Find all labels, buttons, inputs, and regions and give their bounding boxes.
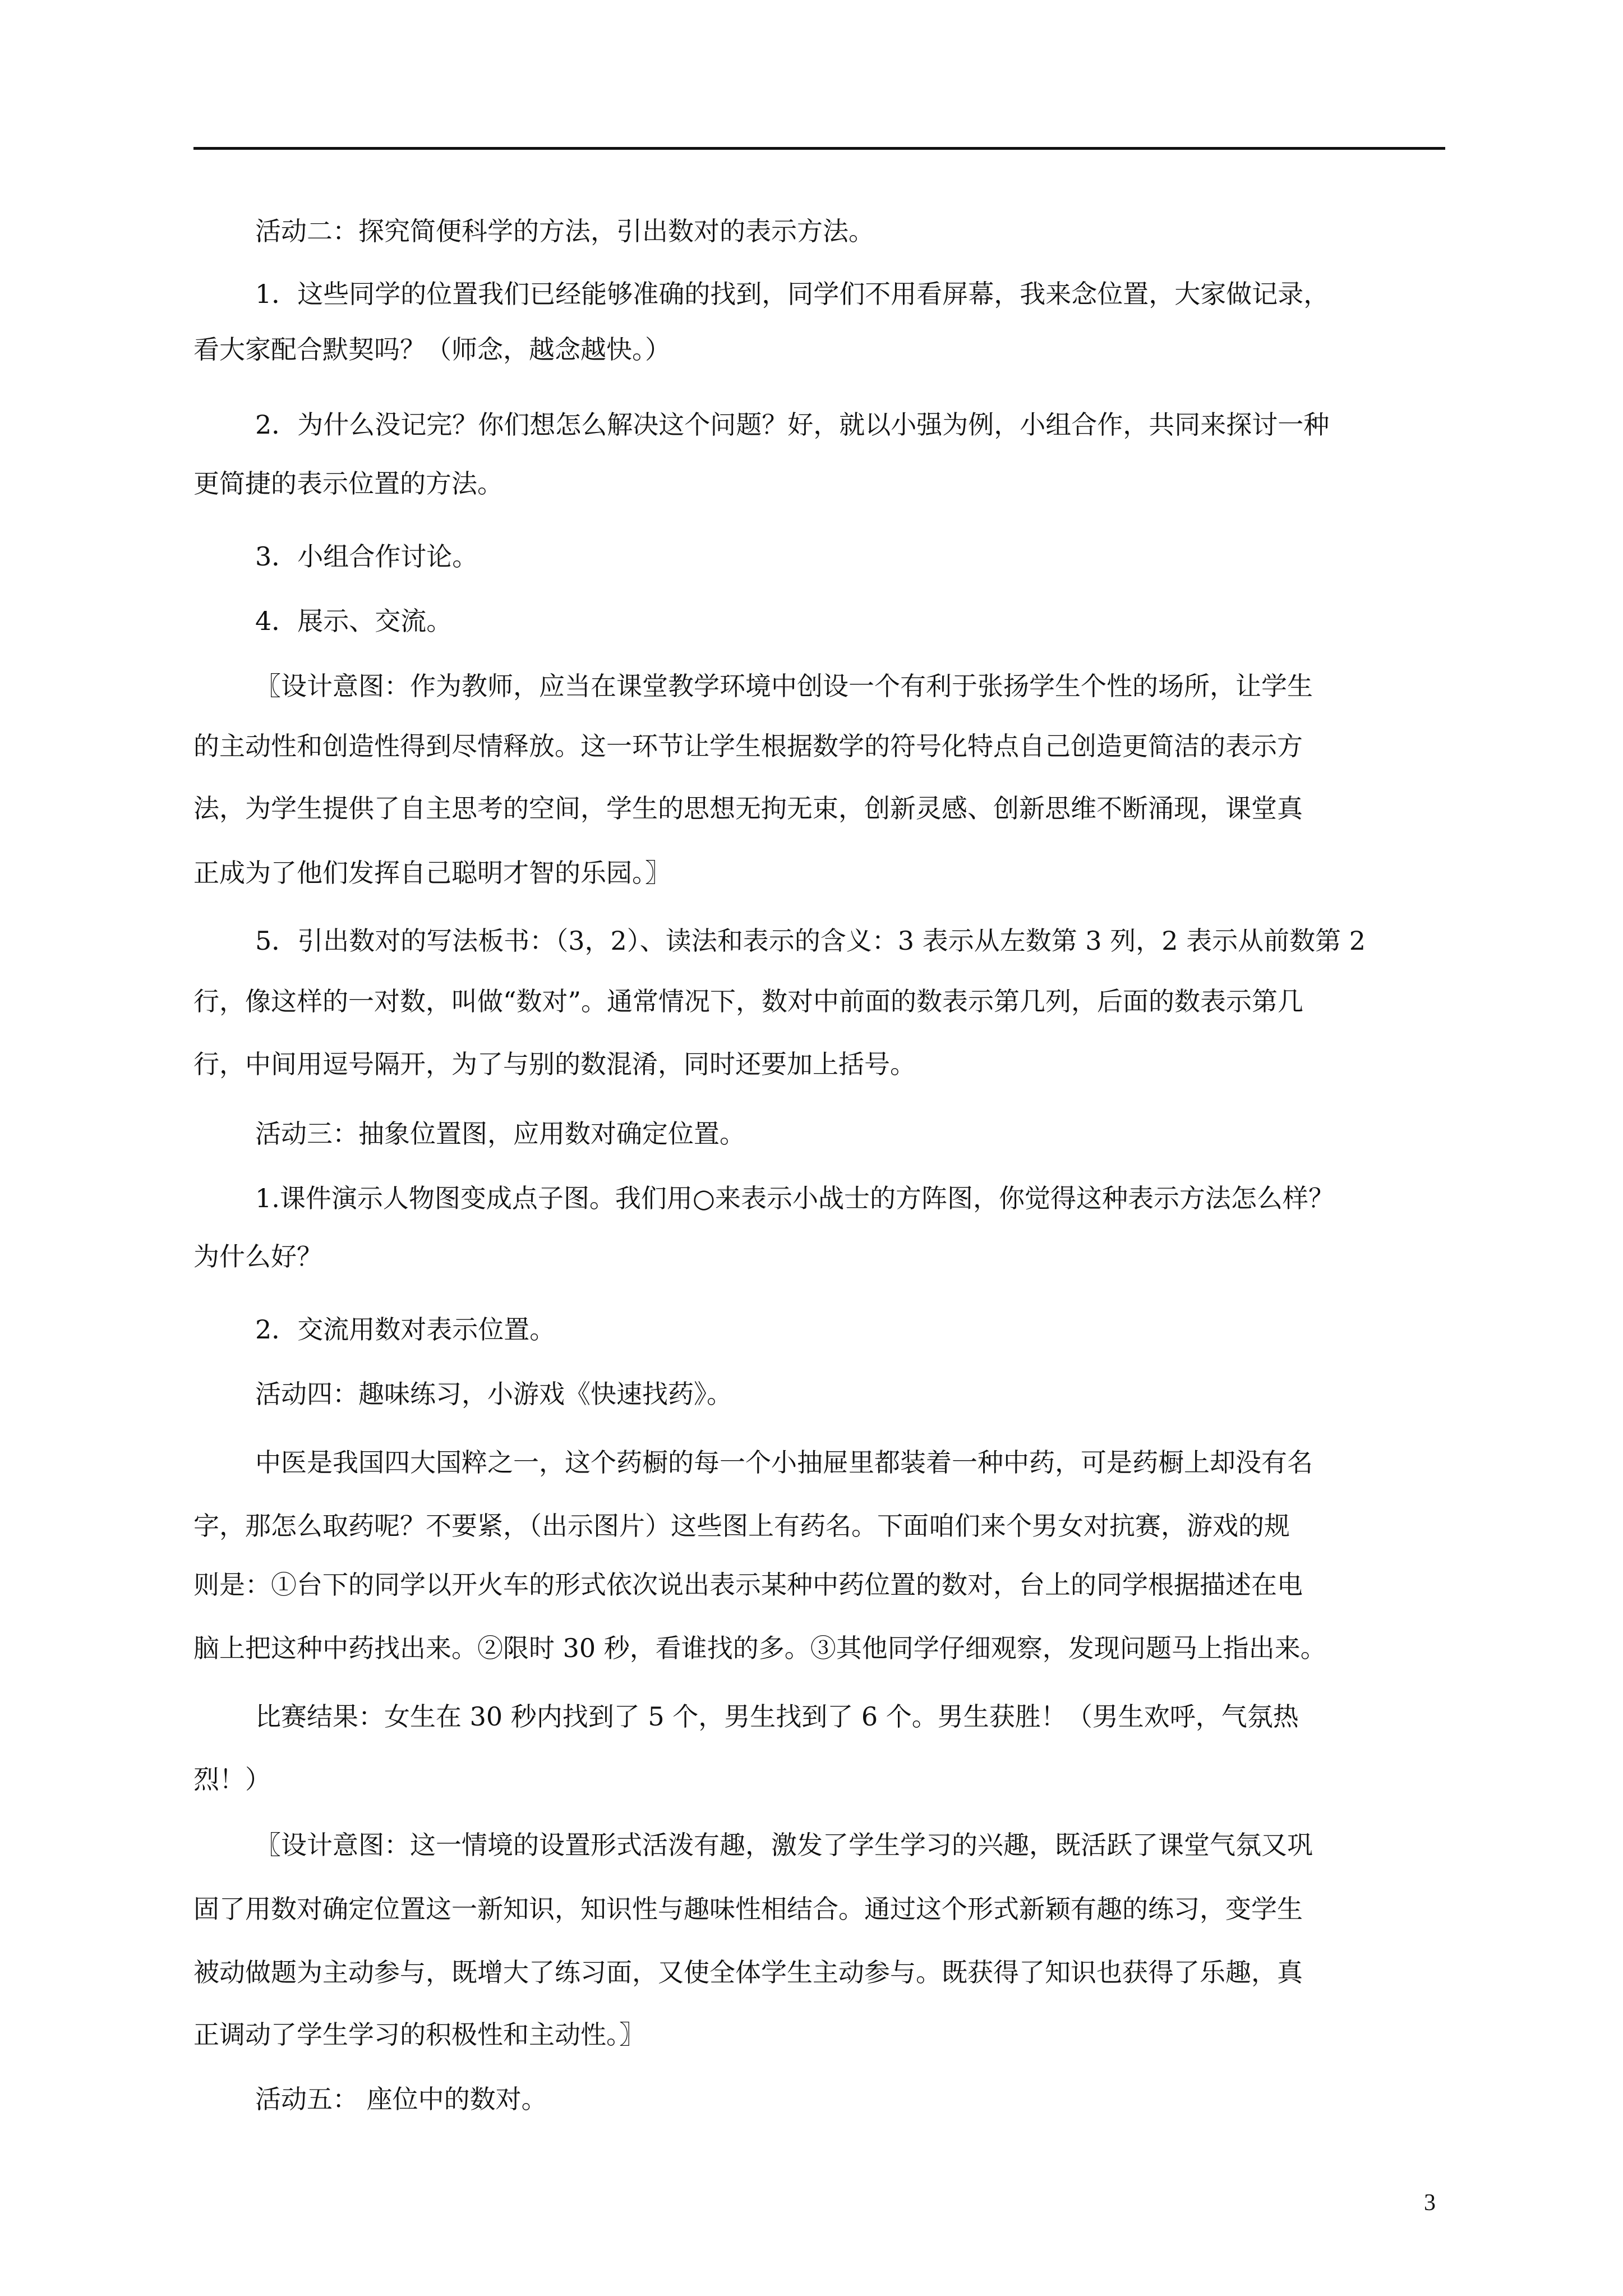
text-line: 活动二：探究简便科学的方法，引出数对的表示方法。 — [255, 216, 874, 246]
text-line: 法，为学生提供了自主思考的空间，学生的思想无拘无束，创新灵感、创新思维不断涌现，课堂真 — [193, 793, 1303, 823]
text-line: 1.课件演示人物图变成点子图。我们用○来表示小战士的方阵图，你觉得这种表示方法怎么样？ — [255, 1183, 1335, 1213]
text-line: 正成为了他们发挥自己聪明才智的乐园。〗 — [193, 858, 671, 888]
text-line: 2．为什么没记完？你们想怎么解决这个问题？好，就以小强为例，小组合作，共同来探讨一种 — [255, 409, 1330, 440]
text-line: 的主动性和创造性得到尽情释放。这一环节让学生根据数学的符号化特点自己创造更简洁的表示方 — [193, 731, 1303, 761]
text-line: 活动五： 座位中的数对。 — [255, 2084, 547, 2114]
text-line: 〖设计意图：这一情境的设置形式活泼有趣，激发了学生学习的兴趣，既活跃了课堂气氛又巩 — [255, 1830, 1313, 1860]
text-line: 4．展示、交流。 — [255, 606, 453, 636]
text-line: 中医是我国四大国粹之一，这个药橱的每一个小抽屉里都装着一种中药，可是药橱上却没有名 — [255, 1447, 1313, 1478]
text-line: 固了用数对确定位置这一新知识，知识性与趣味性相结合。通过这个形式新颖有趣的练习，变学生 — [193, 1894, 1303, 1924]
page-number: 3 — [1424, 2190, 1436, 2216]
text-line: 2．交流用数对表示位置。 — [255, 1314, 556, 1345]
text-line: 被动做题为主动参与，既增大了练习面，又使全体学生主动参与。既获得了知识也获得了乐趣，真 — [193, 1957, 1303, 1987]
text-line: 正调动了学生学习的积极性和主动性。〗 — [193, 2019, 645, 2050]
text-line: 则是：①台下的同学以开火车的形式依次说出表示某种中药位置的数对，台上的同学根据描述在电 — [193, 1570, 1303, 1600]
text-line: 为什么好？ — [193, 1241, 322, 1272]
text-line: 烈！） — [193, 1764, 271, 1795]
text-line: 活动三：抽象位置图，应用数对确定位置。 — [255, 1119, 745, 1149]
text-line: 行，中间用逗号隔开，为了与别的数混淆，同时还要加上括号。 — [193, 1049, 916, 1079]
text-line: 比赛结果：女生在 30 秒内找到了 5 个，男生找到了 6 个。男生获胜！（男生欢呼，气氛热 — [255, 1701, 1299, 1732]
text-line: 字，那怎么取药呢？不要紧，（出示图片）这些图上有药名。下面咱们来个男女对抗赛，游戏的规 — [193, 1511, 1290, 1541]
text-line: 更简捷的表示位置的方法。 — [193, 468, 503, 499]
text-line: 1．这些同学的位置我们已经能够准确的找到，同学们不用看屏幕，我来念位置，大家做记录， — [255, 279, 1330, 309]
text-line: 〖设计意图：作为教师，应当在课堂教学环境中创设一个有利于张扬学生个性的场所，让学生 — [255, 671, 1313, 701]
text-line: 看大家配合默契吗？（师念，越念越快。） — [193, 334, 671, 365]
header-rule — [193, 147, 1445, 150]
text-line: 3．小组合作讨论。 — [255, 541, 478, 572]
text-line: 行，像这样的一对数，叫做“数对”。通常情况下，数对中前面的数表示第几列，后面的数表示第几 — [193, 986, 1304, 1016]
text-line: 活动四：趣味练习，小游戏《快速找药》。 — [255, 1379, 732, 1409]
text-line: 脑上把这种中药找出来。②限时 30 秒，看谁找的多。③其他同学仔细观察，发现问题马上指出来。 — [193, 1633, 1326, 1663]
text-line: 5．引出数对的写法板书：（3，2）、读法和表示的含义：3 表示从左数第 3 列，2 表示从前数第 2 — [255, 926, 1366, 956]
